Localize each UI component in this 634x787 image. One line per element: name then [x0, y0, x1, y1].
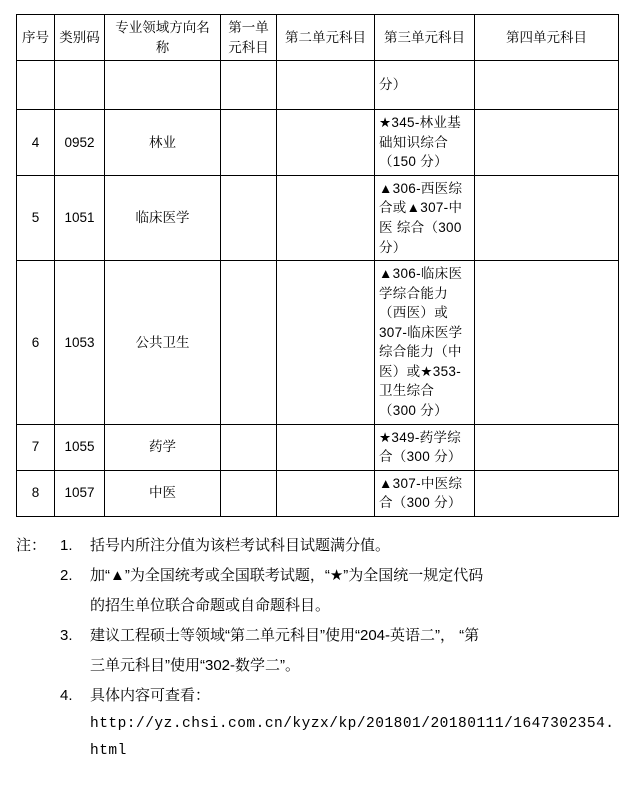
- cell-unit1: [221, 424, 277, 470]
- cell-category-code: [55, 61, 105, 110]
- reference-url-line2[interactable]: html: [90, 743, 127, 760]
- cell-index: 6: [17, 261, 55, 425]
- cell-category-code: 1051: [55, 175, 105, 260]
- column-header-unit4: 第四单元科目: [475, 15, 619, 61]
- cell-unit4: [475, 424, 619, 470]
- cell-unit2: [277, 110, 375, 176]
- note-item-1: [16, 531, 618, 561]
- cell-unit1: [221, 470, 277, 516]
- cell-unit3: ▲306-临床医学综合能力（西医）或307-临床医学综合能力（中医）或★353-卫生综合（300 分）: [375, 261, 475, 425]
- cell-index: [17, 61, 55, 110]
- table-body: [17, 61, 619, 517]
- cell-unit2: [277, 175, 375, 260]
- cell-index: 5: [17, 175, 55, 260]
- cell-unit4: [475, 175, 619, 260]
- cell-unit3: ▲307-中医综合（300 分）: [375, 470, 475, 516]
- cell-unit3: ▲306-西医综合或▲307-中医 综合（300 分）: [375, 175, 475, 260]
- cell-unit1: [221, 61, 277, 110]
- column-header-index: 序号: [17, 15, 55, 61]
- cell-unit2: [277, 61, 375, 110]
- table-header-row: [17, 15, 619, 61]
- cell-index: 7: [17, 424, 55, 470]
- cell-unit4: [475, 110, 619, 176]
- cell-unit2: [277, 424, 375, 470]
- cell-unit1: [221, 175, 277, 260]
- cell-category-code: 0952: [55, 110, 105, 176]
- note-item-4: [16, 681, 618, 711]
- table-row: [17, 61, 619, 110]
- cell-field-name: 公共卫生: [105, 261, 221, 425]
- cell-unit3: 分）: [375, 61, 475, 110]
- cell-field-name: 药学: [105, 424, 221, 470]
- table-row: [17, 470, 619, 516]
- note-text: 括号内所注分值为该栏考试科目试题满分值。: [90, 536, 391, 554]
- subject-table: [16, 14, 619, 517]
- note-text: 建议工程硕士等领域“第二单元科目”使用“204-英语二”， “第: [90, 626, 480, 644]
- cell-unit3: ★349-药学综合（300 分）: [375, 424, 475, 470]
- cell-category-code: 1053: [55, 261, 105, 425]
- cell-field-name: 中医: [105, 470, 221, 516]
- note-text: 具体内容可查看：: [90, 686, 211, 704]
- cell-unit4: [475, 470, 619, 516]
- table-header: [17, 15, 619, 61]
- note-number: 4.: [60, 686, 73, 704]
- cell-category-code: 1055: [55, 424, 105, 470]
- cell-unit1: [221, 110, 277, 176]
- table-row: [17, 261, 619, 425]
- cell-unit1: [221, 261, 277, 425]
- note-number: 3.: [60, 626, 73, 644]
- cell-index: 4: [17, 110, 55, 176]
- cell-index: 8: [17, 470, 55, 516]
- table-row: [17, 424, 619, 470]
- column-header-field-name: 专业领域方向名称: [105, 15, 221, 61]
- cell-field-name: 林业: [105, 110, 221, 176]
- cell-field-name: 临床医学: [105, 175, 221, 260]
- table-row: [17, 110, 619, 176]
- column-header-unit2: 第二单元科目: [277, 15, 375, 61]
- cell-field-name: [105, 61, 221, 110]
- note-text: 加“▲”为全国统考或全国联考试题，“★”为全国统一规定代码: [90, 566, 484, 584]
- note-item-2: [16, 561, 618, 591]
- note-text-continued: 的招生单位联合命题或自命题科目。: [90, 596, 331, 614]
- column-header-unit3: 第三单元科目: [375, 15, 475, 61]
- notes-label: 注：: [16, 536, 47, 554]
- cell-category-code: 1057: [55, 470, 105, 516]
- reference-url-line1[interactable]: http://yz.chsi.com.cn/kyzx/kp/201801/20180111/1647302354.: [90, 715, 615, 732]
- cell-unit2: [277, 261, 375, 425]
- note-text-continued: 三单元科目”使用“302-数学二”。: [90, 656, 301, 674]
- cell-unit3: ★345-林业基础知识综合（150 分）: [375, 110, 475, 176]
- note-number: 2.: [60, 566, 73, 584]
- column-header-category-code: 类别码: [55, 15, 105, 61]
- notes-section: [16, 531, 618, 766]
- cell-unit4: [475, 61, 619, 110]
- note-number: 1.: [60, 536, 73, 554]
- column-header-unit1: 第一单元科目: [221, 15, 277, 61]
- cell-unit4: [475, 261, 619, 425]
- note-item-3: [16, 621, 618, 651]
- table-row: [17, 175, 619, 260]
- cell-unit2: [277, 470, 375, 516]
